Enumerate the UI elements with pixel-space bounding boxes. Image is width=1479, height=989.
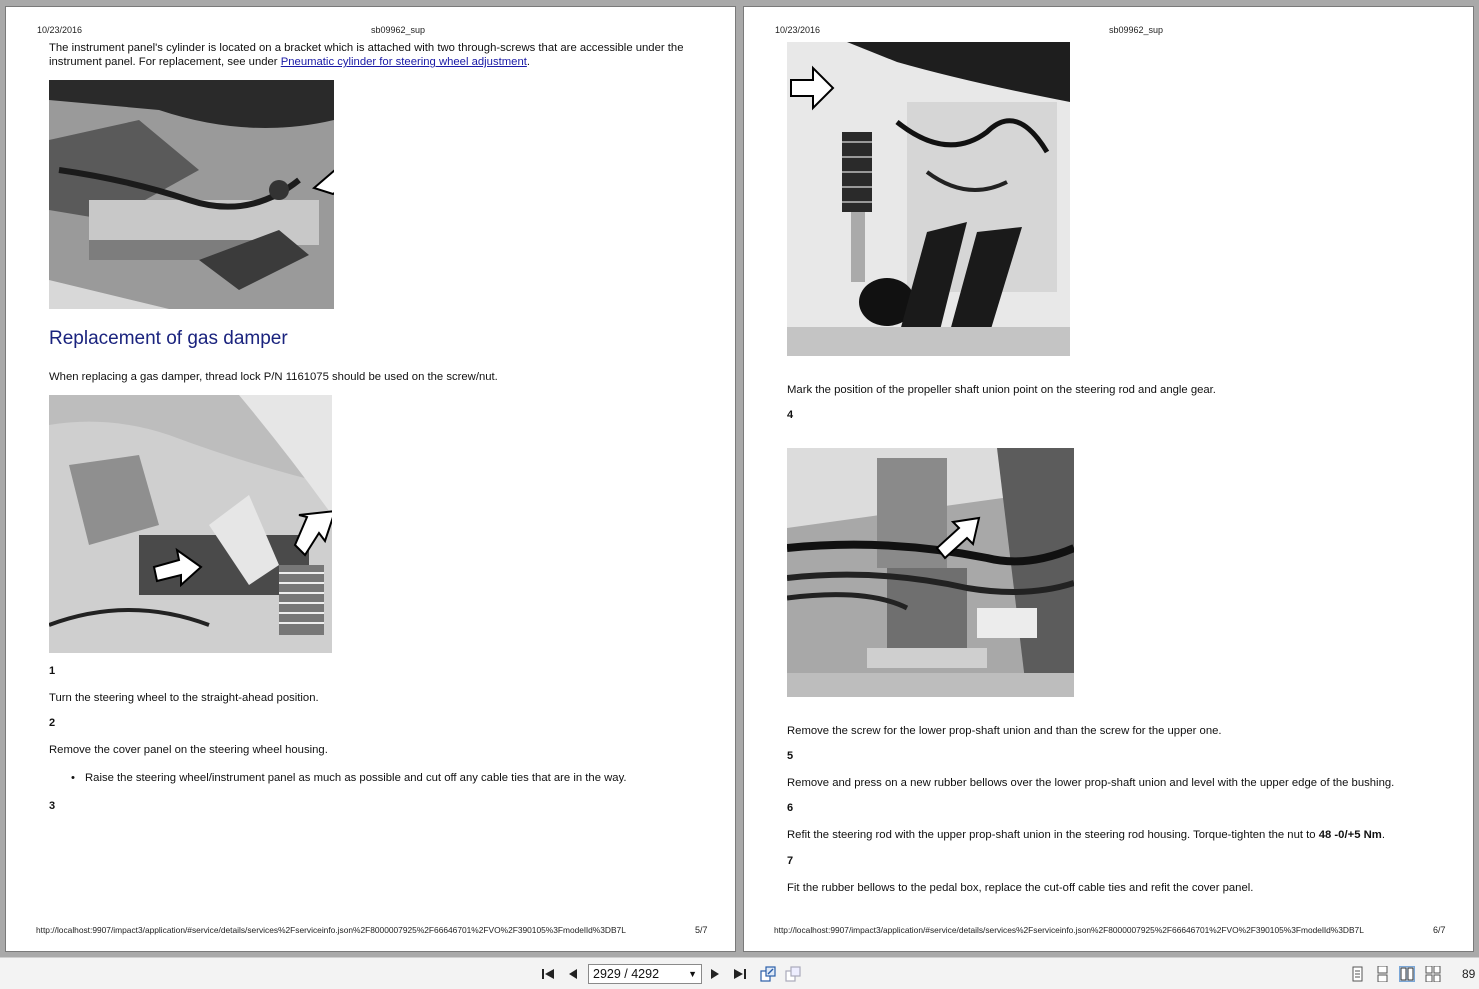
first-page-icon[interactable]	[539, 965, 557, 983]
mark-position-text: Mark the position of the propeller shaft union point on the steering rod and angle gear.	[787, 384, 1216, 396]
pneumatic-cylinder-link[interactable]: Pneumatic cylinder for steering wheel adjustment	[280, 56, 527, 68]
torque-value: 48 -0/+5 Nm	[1318, 829, 1382, 841]
gas-damper-photo	[49, 395, 332, 653]
page-indicator: 2929 / 4292	[593, 967, 660, 981]
step-2-bullets	[85, 771, 705, 785]
two-page-continuous-icon[interactable]	[1425, 966, 1441, 982]
viewer-toolbar	[0, 957, 1479, 989]
step-7-number: 7	[787, 855, 794, 867]
footer-url: http://localhost:9907/impact3/application/#service/details/services%2Fserviceinfo.json%2F8000007925%2F66646701%2FVO%2F390105%3FmodelId%3DB7L	[774, 925, 1364, 935]
footer-page-number: 6/7	[1433, 925, 1446, 935]
zoom-level[interactable]: 89	[1462, 967, 1476, 981]
intro-end: .	[526, 56, 531, 68]
bullet-item: • Raise the steering wheel/instrument panel as much as possible and cut off any cable ties that are in the way.	[85, 771, 705, 785]
step-6-text	[787, 828, 1467, 842]
step-5-number: 5	[787, 750, 794, 762]
section-heading: Replacement of gas damper	[49, 328, 288, 349]
step-2-number: 2	[49, 717, 56, 729]
step-6-end: .	[1381, 829, 1385, 841]
step-1-text: Turn the steering wheel to the straight-ahead position.	[49, 692, 319, 704]
export-icon[interactable]	[759, 965, 777, 983]
header-date: 10/23/2016	[37, 25, 83, 35]
next-page-icon[interactable]	[706, 965, 724, 983]
remove-screw-text: Remove the screw for the lower prop-shaft union and than the screw for the upper one.	[787, 725, 1222, 737]
header-date: 10/23/2016	[775, 25, 821, 35]
step-5-text: Remove and press on a new rubber bellows over the lower prop-shaft union and level with the upper edge of the bushing.	[787, 777, 1395, 789]
document-page-left	[5, 6, 736, 952]
intro-text: The instrument panel's cylinder is located on a bracket which is attached with two through-screws that are accessible under the instrument panel. For replacement, see under	[49, 42, 684, 68]
prop-shaft-union-photo	[787, 448, 1074, 697]
header-doc-id: sb09962_sup	[1109, 25, 1164, 35]
step-3-number: 3	[49, 800, 56, 812]
footer-url: http://localhost:9907/impact3/application/#service/details/services%2Fserviceinfo.json%2F8000007925%2F66646701%2FVO%2F390105%3FmodelId%3DB7L	[36, 925, 626, 935]
step-2-text: Remove the cover panel on the steering wheel housing.	[49, 744, 328, 756]
prev-page-icon[interactable]	[564, 965, 582, 983]
instrument-panel-cylinder-photo	[49, 80, 334, 309]
footer-page-number: 5/7	[695, 925, 708, 935]
header-doc-id: sb09962_sup	[371, 25, 426, 35]
intro-paragraph	[49, 41, 709, 69]
two-page-icon[interactable]	[1399, 966, 1415, 982]
gas-damper-paragraph: When replacing a gas damper, thread lock P/N 1161075 should be used on the screw/nut.	[49, 371, 498, 383]
last-page-icon[interactable]	[731, 965, 749, 983]
continuous-icon[interactable]	[1374, 966, 1390, 982]
step-1-number: 1	[49, 665, 56, 677]
page-number-select[interactable]	[588, 964, 702, 984]
pedal-box-photo	[787, 42, 1070, 356]
step-6-number: 6	[787, 802, 794, 814]
document-page-right	[743, 6, 1474, 952]
step-6-body: Refit the steering rod with the upper prop-shaft union in the steering rod housing. Torque-tighten the nut to	[787, 829, 1319, 841]
step-4-number: 4	[787, 409, 794, 421]
export-disabled-icon	[784, 965, 802, 983]
chevron-down-icon: ▼	[688, 969, 697, 979]
step-7-text: Fit the rubber bellows to the pedal box, replace the cut-off cable ties and refit the cover panel.	[787, 882, 1254, 894]
single-page-icon[interactable]	[1349, 966, 1365, 982]
